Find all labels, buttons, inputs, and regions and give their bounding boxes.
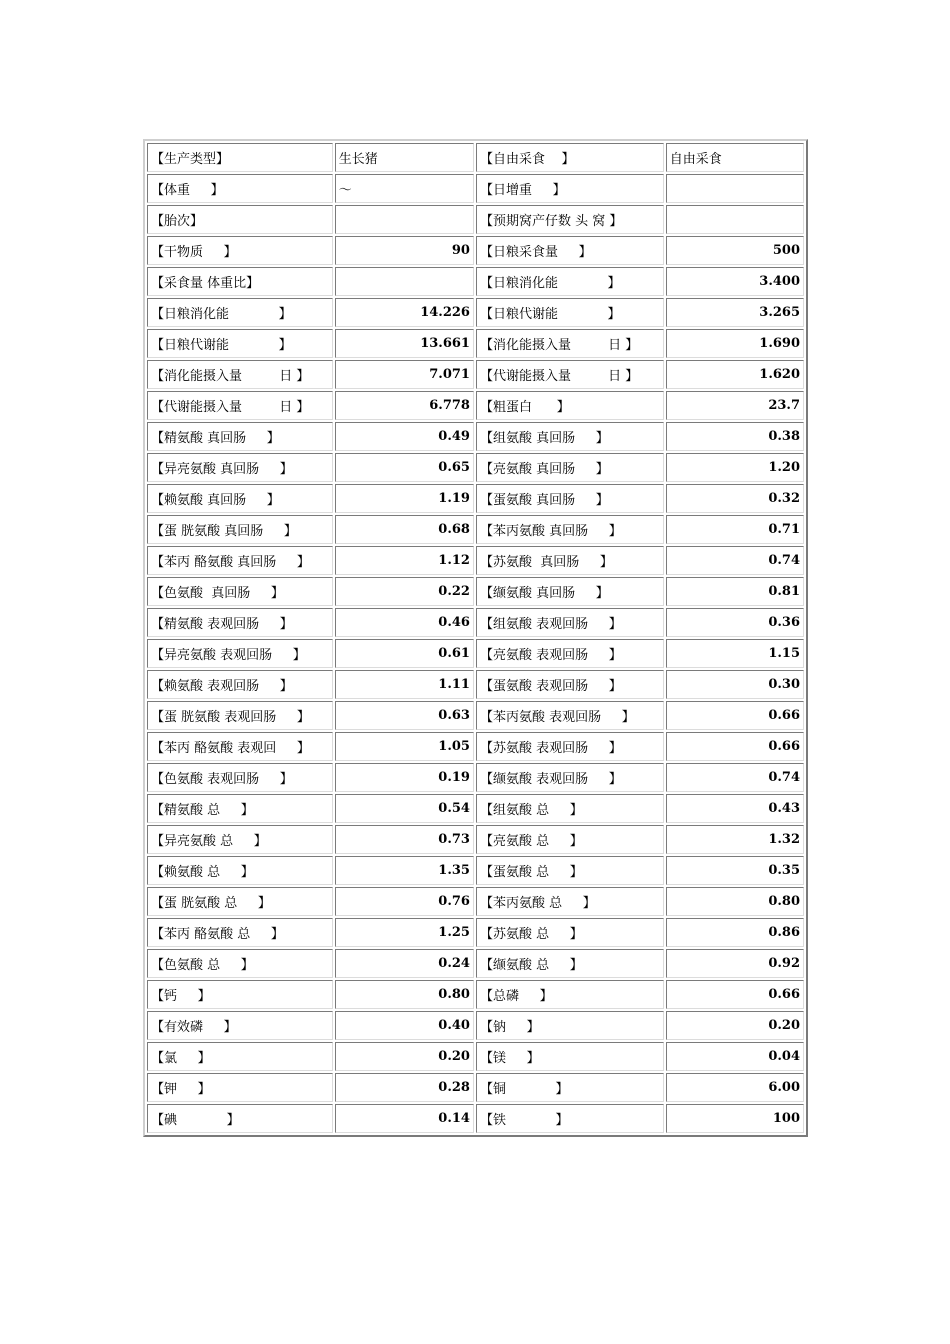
table-row (147, 422, 804, 451)
field-label-cell: 【铁 】 (476, 1104, 664, 1133)
field-label-cell: 【日粮消化能 】 (476, 267, 664, 296)
table-row (147, 484, 804, 513)
field-value-cell: 1.15 (666, 639, 804, 668)
field-label-cell: 【日粮采食量 】 (476, 236, 664, 265)
field-value-cell (666, 205, 804, 234)
field-value-cell: 0.19 (335, 763, 474, 792)
table-row (147, 236, 804, 265)
field-value-cell: 0.68 (335, 515, 474, 544)
field-label-cell: 【铜 】 (476, 1073, 664, 1102)
field-label-cell: 【蛋氨酸 总 】 (476, 856, 664, 885)
field-label-cell: 【苏氨酸 表观回肠 】 (476, 732, 664, 761)
table-row (147, 608, 804, 637)
table-row (147, 298, 804, 327)
field-value-cell: 1.12 (335, 546, 474, 575)
nutrient-requirements-panel (143, 139, 808, 1137)
field-value-cell: 0.30 (666, 670, 804, 699)
field-label-cell: 【组氨酸 表观回肠 】 (476, 608, 664, 637)
field-value-cell: 0.65 (335, 453, 474, 482)
table-row (147, 1073, 804, 1102)
field-label-cell: 【赖氨酸 总 】 (147, 856, 333, 885)
field-value-cell: 0.74 (666, 546, 804, 575)
field-value-cell: 0.20 (335, 1042, 474, 1071)
table-row (147, 856, 804, 885)
field-label-cell: 【钠 】 (476, 1011, 664, 1040)
field-label-cell: 【精氨酸 表观回肠 】 (147, 608, 333, 637)
field-label-cell: 【苯丙氨酸 表观回肠 】 (476, 701, 664, 730)
field-value-cell: 1.620 (666, 360, 804, 389)
field-value-cell: 0.86 (666, 918, 804, 947)
field-value-cell: 0.92 (666, 949, 804, 978)
field-value-cell: 0.38 (666, 422, 804, 451)
table-row (147, 949, 804, 978)
table-row (147, 732, 804, 761)
field-label-cell: 【苏氨酸 总 】 (476, 918, 664, 947)
field-value-cell: 0.46 (335, 608, 474, 637)
field-label-cell: 【钾 】 (147, 1073, 333, 1102)
field-value-cell: 0.80 (666, 887, 804, 916)
table-row (147, 329, 804, 358)
table-row (147, 391, 804, 420)
field-value-cell: 0.32 (666, 484, 804, 513)
field-label-cell: 【缬氨酸 真回肠 】 (476, 577, 664, 606)
field-value-cell: 0.63 (335, 701, 474, 730)
field-label-cell: 【组氨酸 真回肠 】 (476, 422, 664, 451)
table-row (147, 267, 804, 296)
field-value-cell: 1.25 (335, 918, 474, 947)
field-value-cell: 0.66 (666, 701, 804, 730)
field-value-cell: 1.19 (335, 484, 474, 513)
field-value-cell: 自由采食 (666, 143, 804, 172)
table-row (147, 701, 804, 730)
table-row (147, 515, 804, 544)
field-value-cell: 0.61 (335, 639, 474, 668)
table-row (147, 639, 804, 668)
field-value-cell: 0.43 (666, 794, 804, 823)
field-label-cell: 【氯 】 (147, 1042, 333, 1071)
field-value-cell: 1.11 (335, 670, 474, 699)
field-value-cell: 0.66 (666, 732, 804, 761)
field-label-cell: 【代谢能摄入量 日 】 (147, 391, 333, 420)
field-value-cell: 0.54 (335, 794, 474, 823)
field-label-cell: 【总磷 】 (476, 980, 664, 1009)
field-value-cell: 0.76 (335, 887, 474, 916)
field-value-cell: 0.80 (335, 980, 474, 1009)
field-value-cell: 0.71 (666, 515, 804, 544)
field-label-cell: 【有效磷 】 (147, 1011, 333, 1040)
field-value-cell: 0.36 (666, 608, 804, 637)
field-label-cell: 【日粮代谢能 】 (147, 329, 333, 358)
field-value-cell: 1.05 (335, 732, 474, 761)
table-row (147, 825, 804, 854)
field-value-cell: 500 (666, 236, 804, 265)
field-value-cell: 0.81 (666, 577, 804, 606)
table-row (147, 887, 804, 916)
field-label-cell: 【苯丙 酪氨酸 真回肠 】 (147, 546, 333, 575)
field-label-cell: 【粗蛋白 】 (476, 391, 664, 420)
field-value-cell: 1.35 (335, 856, 474, 885)
field-label-cell: 【苯丙氨酸 总 】 (476, 887, 664, 916)
table-row (147, 546, 804, 575)
field-value-cell: 6.00 (666, 1073, 804, 1102)
field-label-cell: 【色氨酸 表观回肠 】 (147, 763, 333, 792)
field-label-cell: 【精氨酸 真回肠 】 (147, 422, 333, 451)
field-value-cell: 1.32 (666, 825, 804, 854)
nutrient-table-body (147, 143, 804, 1133)
table-row (147, 1042, 804, 1071)
table-row (147, 174, 804, 203)
field-label-cell: 【消化能摄入量 日 】 (147, 360, 333, 389)
field-label-cell: 【日粮消化能 】 (147, 298, 333, 327)
field-label-cell: 【苯丙 酪氨酸 总 】 (147, 918, 333, 947)
field-label-cell: 【苯丙 酪氨酸 表观回 】 (147, 732, 333, 761)
field-label-cell: 【预期窝产仔数 头 窝 】 (476, 205, 664, 234)
field-value-cell: 0.74 (666, 763, 804, 792)
field-label-cell: 【色氨酸 总 】 (147, 949, 333, 978)
field-label-cell: 【日增重 】 (476, 174, 664, 203)
field-label-cell: 【亮氨酸 总 】 (476, 825, 664, 854)
field-value-cell: 13.661 (335, 329, 474, 358)
field-value-cell (335, 267, 474, 296)
field-value-cell: 生长猪 (335, 143, 474, 172)
field-value-cell: 14.226 (335, 298, 474, 327)
field-label-cell: 【苯丙氨酸 真回肠 】 (476, 515, 664, 544)
table-row (147, 1011, 804, 1040)
field-label-cell: 【蛋氨酸 真回肠 】 (476, 484, 664, 513)
field-label-cell: 【苏氨酸 真回肠 】 (476, 546, 664, 575)
field-label-cell: 【代谢能摄入量 日 】 (476, 360, 664, 389)
field-label-cell: 【蛋 胱氨酸 总 】 (147, 887, 333, 916)
field-label-cell: 【色氨酸 真回肠 】 (147, 577, 333, 606)
field-label-cell: 【缬氨酸 表观回肠 】 (476, 763, 664, 792)
field-value-cell: 0.35 (666, 856, 804, 885)
field-value-cell: 0.28 (335, 1073, 474, 1102)
field-label-cell: 【组氨酸 总 】 (476, 794, 664, 823)
field-label-cell: 【消化能摄入量 日 】 (476, 329, 664, 358)
field-label-cell: 【异亮氨酸 表观回肠 】 (147, 639, 333, 668)
field-label-cell: 【赖氨酸 表观回肠 】 (147, 670, 333, 699)
field-value-cell: 0.20 (666, 1011, 804, 1040)
field-value-cell: 0.40 (335, 1011, 474, 1040)
field-value-cell: 0.22 (335, 577, 474, 606)
field-label-cell: 【体重 】 (147, 174, 333, 203)
field-label-cell: 【胎次】 (147, 205, 333, 234)
field-value-cell: 90 (335, 236, 474, 265)
field-label-cell: 【亮氨酸 表观回肠 】 (476, 639, 664, 668)
field-label-cell: 【钙 】 (147, 980, 333, 1009)
field-value-cell: 0.14 (335, 1104, 474, 1133)
field-value-cell: 3.265 (666, 298, 804, 327)
field-value-cell: 0.49 (335, 422, 474, 451)
table-row (147, 670, 804, 699)
table-row (147, 577, 804, 606)
field-label-cell: 【镁 】 (476, 1042, 664, 1071)
field-label-cell: 【赖氨酸 真回肠 】 (147, 484, 333, 513)
field-value-cell: 0.66 (666, 980, 804, 1009)
field-label-cell: 【蛋氨酸 表观回肠 】 (476, 670, 664, 699)
field-value-cell: 3.400 (666, 267, 804, 296)
field-label-cell: 【异亮氨酸 总 】 (147, 825, 333, 854)
table-row (147, 918, 804, 947)
field-label-cell: 【日粮代谢能 】 (476, 298, 664, 327)
field-value-cell: 6.778 (335, 391, 474, 420)
table-row (147, 143, 804, 172)
field-value-cell: 23.7 (666, 391, 804, 420)
field-label-cell: 【精氨酸 总 】 (147, 794, 333, 823)
field-value-cell: 100 (666, 1104, 804, 1133)
table-row (147, 763, 804, 792)
table-row (147, 1104, 804, 1133)
field-label-cell: 【干物质 】 (147, 236, 333, 265)
field-label-cell: 【蛋 胱氨酸 表观回肠 】 (147, 701, 333, 730)
field-label-cell: 【异亮氨酸 真回肠 】 (147, 453, 333, 482)
field-value-cell: 1.20 (666, 453, 804, 482)
field-value-cell: 7.071 (335, 360, 474, 389)
table-row (147, 980, 804, 1009)
field-label-cell: 【碘 】 (147, 1104, 333, 1133)
field-value-cell (335, 205, 474, 234)
table-row (147, 360, 804, 389)
field-value-cell: 1.690 (666, 329, 804, 358)
field-label-cell: 【蛋 胱氨酸 真回肠 】 (147, 515, 333, 544)
field-label-cell: 【亮氨酸 真回肠 】 (476, 453, 664, 482)
table-row (147, 453, 804, 482)
field-label-cell: 【自由采食 】 (476, 143, 664, 172)
field-value-cell: 0.04 (666, 1042, 804, 1071)
field-value-cell (666, 174, 804, 203)
nutrient-table (143, 139, 808, 1137)
field-value-cell: 0.73 (335, 825, 474, 854)
field-value-cell: ～ (335, 174, 474, 203)
table-row (147, 794, 804, 823)
table-row (147, 205, 804, 234)
field-label-cell: 【生产类型】 (147, 143, 333, 172)
field-label-cell: 【采食量 体重比】 (147, 267, 333, 296)
field-label-cell: 【缬氨酸 总 】 (476, 949, 664, 978)
field-value-cell: 0.24 (335, 949, 474, 978)
